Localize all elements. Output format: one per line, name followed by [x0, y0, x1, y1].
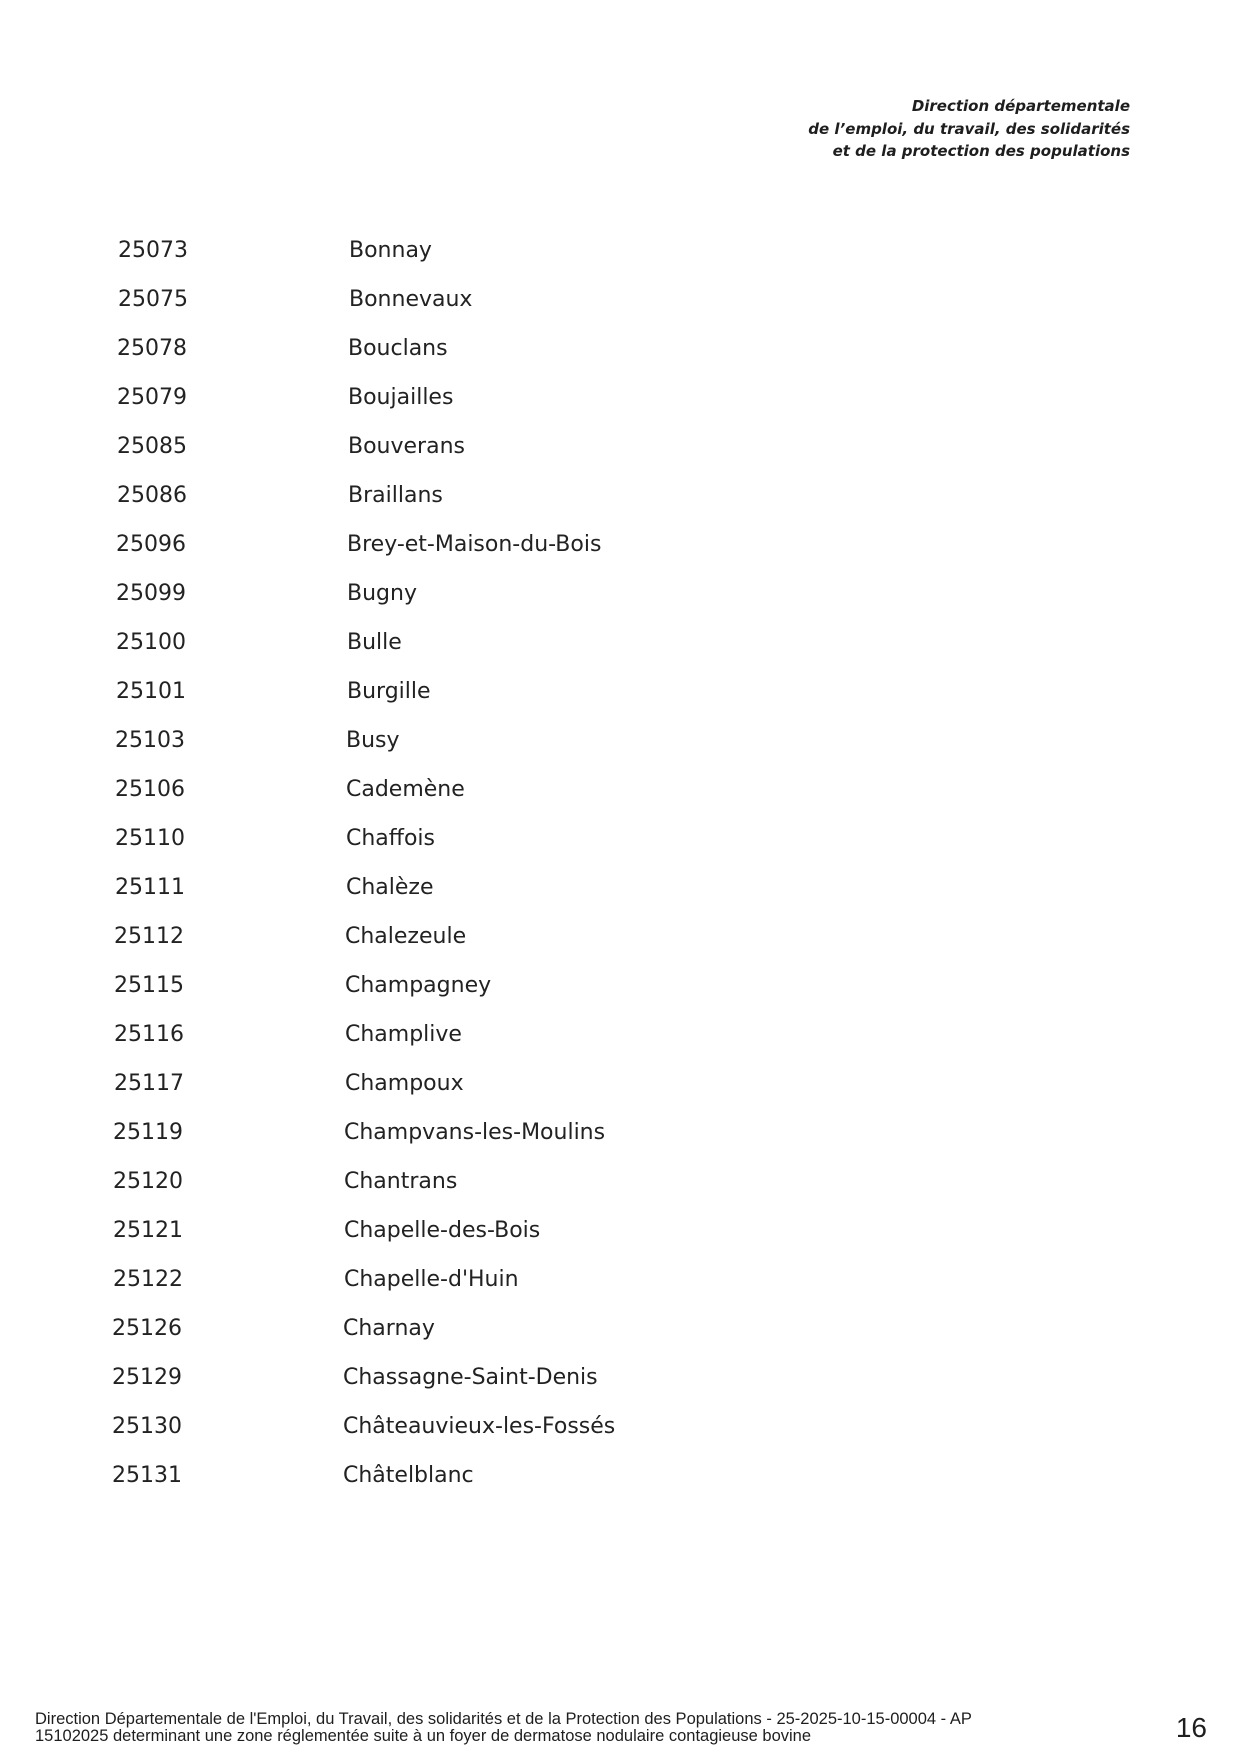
- list-item: [112, 1451, 918, 1500]
- commune-code: 25126: [112, 1316, 182, 1341]
- page-number: 16: [1175, 1712, 1207, 1743]
- list-item: [114, 1059, 918, 1108]
- commune-name: Bonnay: [349, 238, 432, 263]
- list-item: [114, 961, 918, 1010]
- list-item: [113, 1108, 918, 1157]
- commune-code: 25110: [115, 826, 185, 851]
- commune-name: Champagney: [345, 973, 492, 998]
- commune-name: Brey-et-Maison-du-Bois: [347, 532, 602, 557]
- list-item: [114, 1010, 918, 1059]
- commune-name: Chalèze: [346, 875, 434, 900]
- list-item: [118, 275, 918, 324]
- commune-code: 25111: [115, 875, 185, 900]
- commune-name: Chassagne-Saint-Denis: [343, 1365, 598, 1390]
- commune-name: Châteauvieux-les-Fossés: [343, 1414, 616, 1439]
- list-item: [116, 520, 918, 569]
- commune-code: 25073: [118, 238, 188, 263]
- commune-name: Chalezeule: [345, 924, 467, 949]
- commune-name: Busy: [346, 728, 400, 753]
- list-item: [113, 1255, 918, 1304]
- commune-code: 25101: [116, 679, 186, 704]
- commune-list: [112, 226, 918, 1500]
- list-item: [116, 569, 918, 618]
- commune-code: 25122: [113, 1267, 183, 1292]
- commune-code: 25130: [112, 1414, 182, 1439]
- list-item: [115, 863, 918, 912]
- list-item: [115, 814, 918, 863]
- header-block: [610, 95, 1130, 163]
- commune-code: 25086: [117, 483, 187, 508]
- header-line-2: de l’emploi, du travail, des solidarités: [808, 119, 1130, 138]
- commune-name: Châtelblanc: [343, 1463, 474, 1488]
- commune-code: 25078: [117, 336, 187, 361]
- list-item: [118, 226, 918, 275]
- commune-name: Cademène: [346, 777, 465, 802]
- commune-code: 25096: [116, 532, 186, 557]
- commune-code: 25103: [115, 728, 185, 753]
- commune-name: Champlive: [345, 1022, 462, 1047]
- commune-name: Bouclans: [348, 336, 448, 361]
- commune-name: Bouverans: [348, 434, 465, 459]
- commune-code: 25115: [114, 973, 184, 998]
- commune-code: 25121: [113, 1218, 183, 1243]
- commune-name: Chapelle-d'Huin: [344, 1267, 519, 1292]
- list-item: [117, 471, 918, 520]
- list-item: [116, 618, 918, 667]
- commune-code: 25112: [114, 924, 184, 949]
- commune-name: Champoux: [345, 1071, 464, 1096]
- commune-code: 25119: [113, 1120, 183, 1145]
- commune-name: Boujailles: [348, 385, 454, 410]
- list-item: [116, 667, 918, 716]
- list-item: [112, 1304, 918, 1353]
- commune-code: 25100: [116, 630, 186, 655]
- commune-name: Champvans-les-Moulins: [344, 1120, 606, 1145]
- commune-name: Burgille: [347, 679, 431, 704]
- header-line-3: et de la protection des populations: [832, 142, 1130, 160]
- footer-line-1: Direction Départementale de l'Emploi, du Travail, des solidarités et de la Protection des Populations - 25-2025-10-15-00004 - AP: [35, 1710, 972, 1728]
- list-item: [115, 765, 918, 814]
- list-item: [112, 1353, 918, 1402]
- footer-line-2: 15102025 determinant une zone réglementée suite à un foyer de dermatose nodulaire contagieuse bovine: [35, 1727, 812, 1745]
- commune-code: 25117: [114, 1071, 184, 1096]
- commune-code: 25085: [117, 434, 187, 459]
- commune-name: Charnay: [343, 1316, 435, 1341]
- commune-code: 25131: [112, 1463, 182, 1488]
- list-item: [117, 324, 918, 373]
- list-item: [113, 1206, 918, 1255]
- footer: [35, 1711, 1075, 1745]
- list-item: [114, 912, 918, 961]
- commune-name: Bugny: [347, 581, 417, 606]
- commune-code: 25116: [114, 1022, 184, 1047]
- commune-code: 25120: [113, 1169, 183, 1194]
- commune-code: 25106: [115, 777, 185, 802]
- commune-code: 25129: [112, 1365, 182, 1390]
- commune-name: Chantrans: [344, 1169, 458, 1194]
- list-item: [117, 422, 918, 471]
- list-item: [113, 1157, 918, 1206]
- header-line-1: Direction départementale: [911, 97, 1130, 115]
- list-item: [112, 1402, 918, 1451]
- list-item: [115, 716, 918, 765]
- commune-name: Braillans: [348, 483, 443, 508]
- list-item: [117, 373, 918, 422]
- commune-name: Chapelle-des-Bois: [344, 1218, 541, 1243]
- commune-code: 25099: [116, 581, 186, 606]
- commune-code: 25079: [117, 385, 187, 410]
- commune-name: Bulle: [347, 630, 402, 655]
- commune-code: 25075: [118, 287, 188, 312]
- commune-name: Bonnevaux: [349, 287, 473, 312]
- commune-name: Chaffois: [346, 826, 435, 851]
